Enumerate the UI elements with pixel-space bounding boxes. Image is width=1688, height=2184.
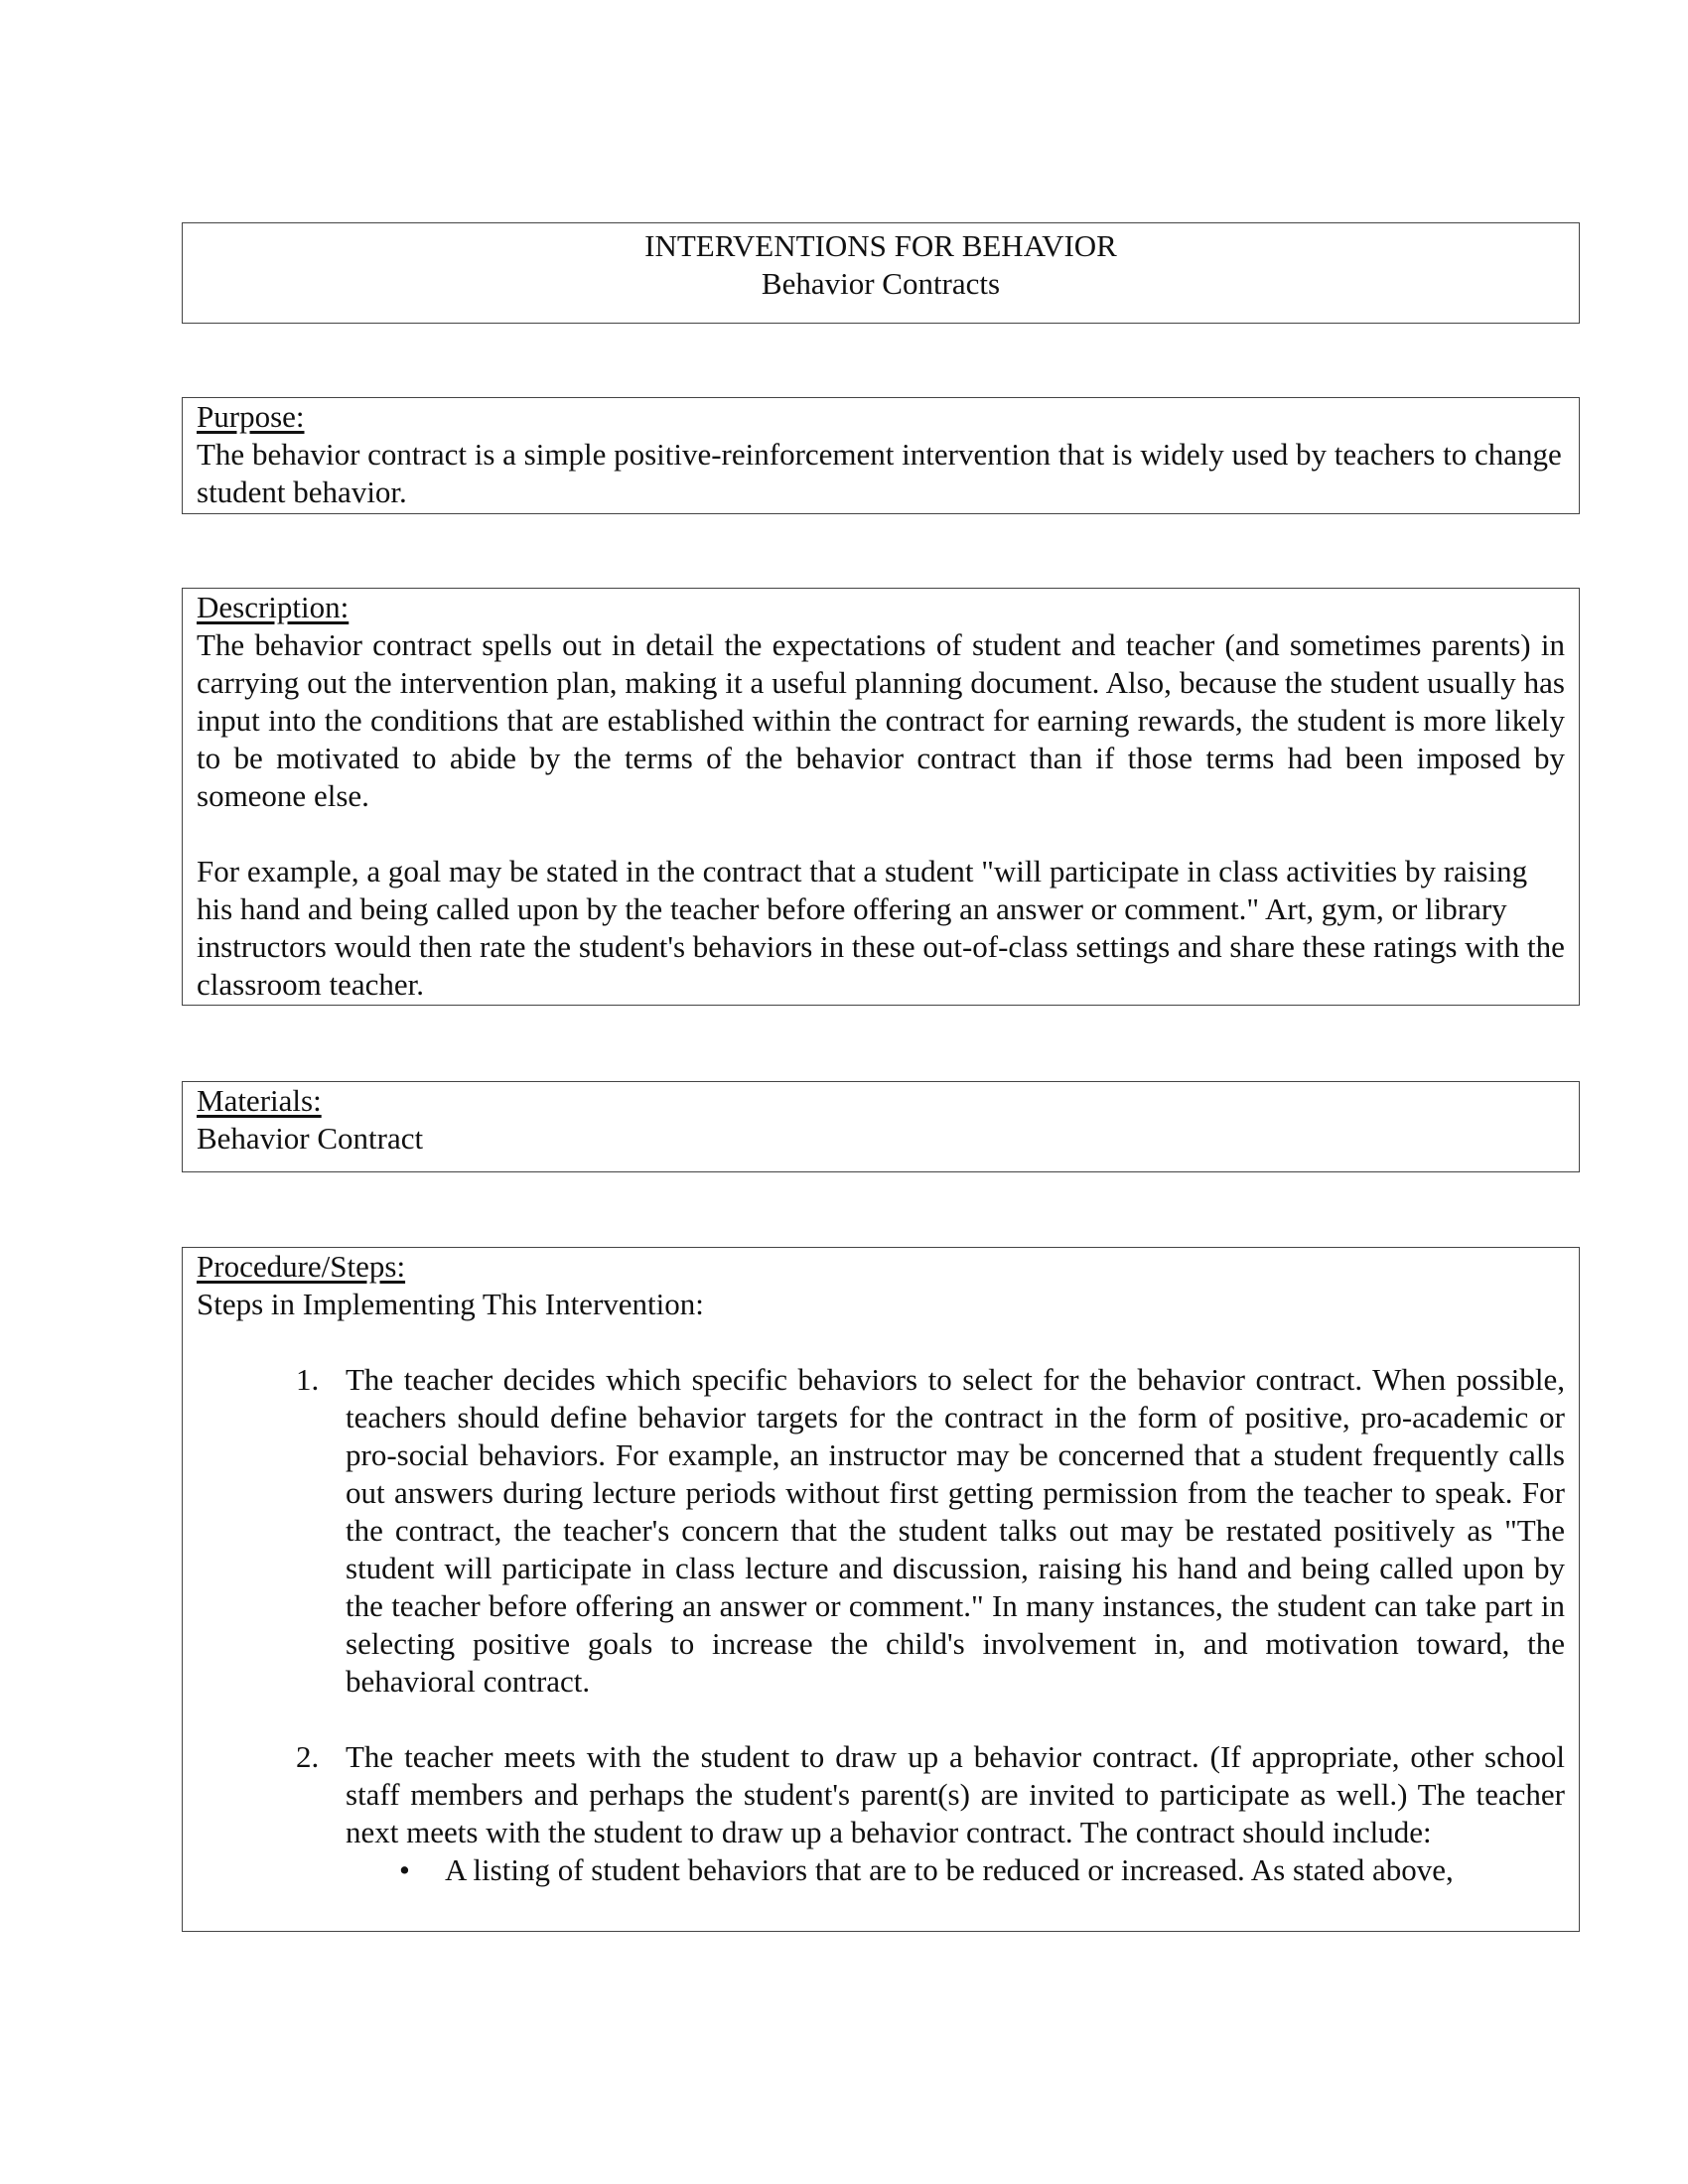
procedure-heading: Procedure/Steps: — [197, 1249, 406, 1284]
title-box — [182, 222, 1580, 324]
bullet-icon: • — [399, 1852, 410, 1887]
description-heading: Description: — [197, 590, 350, 624]
purpose-section — [182, 397, 1580, 514]
procedure-steps-list — [197, 1361, 1565, 1889]
description-section — [182, 588, 1580, 1006]
description-paragraph-1: The behavior contract spells out in detail the expectations of student and teacher (and sometimes parents) in carrying out the intervention plan, making it a useful planning document. Also, because the student usually has input into the conditions that are established within the contract for earning rewards, the student is more likely to be motivated to abide by the terms of the behavior contract than if those terms had been imposed by someone else. — [197, 627, 1565, 813]
materials-text: Behavior Contract — [197, 1121, 424, 1156]
step-bullets — [346, 1851, 1565, 1889]
document-subtitle: Behavior Contracts — [761, 266, 1001, 301]
step-text: The teacher decides which specific behaviors to select for the behavior contract. When possible, teachers should define behavior targets for the contract in the form of positive, pro-academic or pro-social behaviors. For example, an instructor may be concerned that a student frequently calls out answers during lecture periods without first getting permission from the teacher to speak. For the contract, the teacher's concern that the student talks out may be restated positively as "The student will participate in class lecture and discussion, raising his hand and being called upon by the teacher before offering an answer or comment." In many instances, the student can take part in selecting positive goals to increase the child's involvement in, and motivation toward, the behavioral contract. — [346, 1362, 1565, 1699]
purpose-heading: Purpose: — [197, 399, 305, 434]
procedure-step — [296, 1738, 1565, 1851]
bullet-text: A listing of student behaviors that are to be reduced or increased. As stated above, — [445, 1852, 1454, 1887]
document-title: INTERVENTIONS FOR BEHAVIOR — [644, 228, 1117, 263]
procedure-intro: Steps in Implementing This Intervention: — [197, 1287, 704, 1321]
description-paragraph-2: For example, a goal may be stated in the contract that a student "will participate in class activities by raising his hand and being called upon by the teacher before offering an answer or comment." Art, gym, or library instructors would then rate the student's behaviors in these out-of-class settings and share these ratings with the classroom teacher. — [197, 854, 1565, 1002]
bullet-item — [399, 1851, 1565, 1889]
procedure-section — [182, 1247, 1580, 1932]
step-number: 2. — [296, 1739, 320, 1774]
materials-heading: Materials: — [197, 1083, 322, 1118]
step-text: The teacher meets with the student to draw up a behavior contract. (If appropriate, other school staff members and perhaps the student's parent(s) are invited to participate as well.) The teacher next meets with the student to draw up a behavior contract. The contract should include: — [346, 1739, 1565, 1849]
step-number: 1. — [296, 1362, 320, 1397]
procedure-step — [296, 1361, 1565, 1701]
purpose-text: The behavior contract is a simple positive-reinforcement intervention that is widely used by teachers to change student behavior. — [197, 437, 1562, 509]
materials-section — [182, 1081, 1580, 1172]
